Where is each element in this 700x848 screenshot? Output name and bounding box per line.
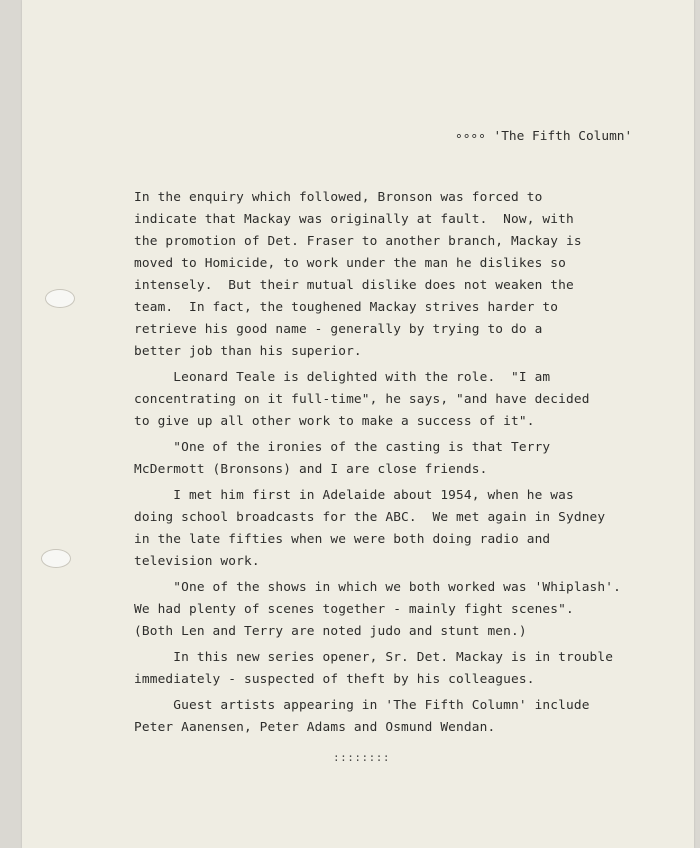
text-line: Peter Aanensen, Peter Adams and Osmund Wendan. xyxy=(134,720,496,735)
text-line: to give up all other work to make a success of it". xyxy=(134,414,535,429)
text-line: team. In fact, the toughened Mackay strives harder to xyxy=(134,300,559,315)
text-line: indicate that Mackay was originally at fault. Now, with xyxy=(134,212,574,227)
text-line: concentrating on it full-time", he says, "and have decided xyxy=(134,392,590,407)
text-line: "One of the ironies of the casting is that Terry xyxy=(134,440,551,455)
text-line: moved to Homicide, to work under the man he dislikes so xyxy=(134,256,566,271)
text-line: the promotion of Det. Fraser to another branch, Mackay is xyxy=(134,234,582,249)
punch-hole-top xyxy=(45,289,75,308)
text-line: retrieve his good name - generally by trying to do a xyxy=(134,322,543,337)
text-line: In the enquiry which followed, Bronson was forced to xyxy=(134,190,543,205)
text-line: intensely. But their mutual dislike does not weaken the xyxy=(134,278,574,293)
text-line: immediately - suspected of theft by his colleagues. xyxy=(134,672,535,687)
text-line: Guest artists appearing in 'The Fifth Column' include xyxy=(134,698,590,713)
text-line: I met him first in Adelaide about 1954, when he was xyxy=(134,488,574,503)
text-line: television work. xyxy=(134,554,260,569)
text-line: doing school broadcasts for the ABC. We met again in Sydney xyxy=(134,510,606,525)
text-line: (Both Len and Terry are noted judo and stunt men.) xyxy=(134,624,527,639)
punch-hole-bottom xyxy=(41,549,71,568)
text-line: in the late fifties when we were both doing radio and xyxy=(134,532,551,547)
end-mark: :::::::: xyxy=(333,751,390,764)
text-line: In this new series opener, Sr. Det. Mackay is in trouble xyxy=(134,650,614,665)
text-line: We had plenty of scenes together - mainly fight scenes". xyxy=(134,602,574,617)
text-line: Leonard Teale is delighted with the role. "I am xyxy=(134,370,551,385)
text-line: McDermott (Bronsons) and I are close friends. xyxy=(134,462,488,477)
text-line: better job than his superior. xyxy=(134,344,362,359)
page-header: ∘∘∘∘ 'The Fifth Column' xyxy=(455,129,633,144)
text-line: "One of the shows in which we both worked was 'Whiplash'. xyxy=(134,580,621,595)
